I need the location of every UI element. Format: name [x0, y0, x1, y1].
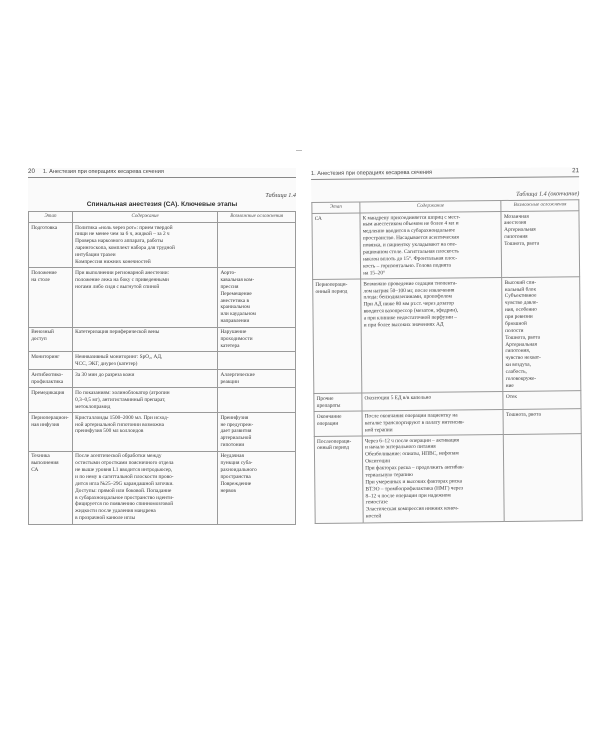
cell-line: После окончания операции пациентку на — [364, 412, 458, 420]
cell-line: брюшной — [505, 320, 527, 327]
cell-line: Тошнота, рвота — [505, 334, 541, 341]
stage-cell — [313, 279, 362, 394]
cell-line: Тошнота, рвота — [504, 240, 540, 248]
cell-line: операции — [316, 420, 339, 427]
cell-line: в прозрачной канюле иглы — [75, 515, 136, 522]
cell-line: Подготовка — [31, 224, 58, 231]
cell-line: преинфузия 500 мл коллоидов — [75, 428, 144, 435]
right-table-body — [312, 211, 582, 523]
table-row — [29, 352, 296, 370]
stage-cell — [29, 370, 73, 388]
cell-line: не выше уровня L1 вводится интродьюсер, — [75, 467, 173, 474]
cell-line: вводится вазопрессор (мезатон, эфедрин), — [363, 307, 459, 315]
cell-line: После асептической обработки между — [75, 453, 162, 460]
content-cell — [360, 212, 502, 280]
cell-line: дает развития — [220, 428, 252, 435]
cell-line: профилактика — [31, 378, 64, 385]
content-cell — [361, 278, 504, 394]
cell-line: при ревизии — [504, 313, 533, 321]
cell-line: При умеренных и высоких факторах риска — [365, 478, 462, 486]
cell-line: прессия — [220, 283, 239, 290]
cell-line: Прочие — [316, 395, 334, 402]
complications-cell — [218, 223, 296, 268]
table-row — [29, 327, 296, 352]
cell-line: полости — [505, 327, 524, 334]
cell-line: Мозаичная — [503, 213, 529, 220]
cell-line: рационном столе. Сагиттальная плоскость — [362, 248, 459, 256]
table-row — [29, 388, 296, 413]
content-cell — [72, 327, 217, 352]
cell-line: При выполнении регионарной анестезии: — [75, 270, 170, 277]
cell-line: не предупреж- — [220, 421, 254, 428]
cell-line: ния, особенно — [504, 306, 537, 314]
table-row — [29, 268, 296, 327]
cell-line: кость – горизонтально. Голова поднята — [363, 262, 451, 270]
cell-line: а при клинике недостаточной перфузии – — [363, 314, 457, 322]
cell-line: пункция суба- — [220, 460, 253, 467]
cell-line: Повреждение — [220, 480, 252, 487]
cell-line: Обезболивание: опиаты, НПВС, нефопам — [365, 450, 459, 458]
content-cell — [72, 223, 217, 268]
cell-line: ной терапии — [364, 426, 393, 433]
table-row — [29, 370, 296, 388]
cell-line: Артериальная — [504, 226, 536, 234]
cell-line: наклон вплоть до 15°. Фронтальная плос- — [363, 255, 458, 263]
header-complications: Возможные осложнения — [501, 199, 579, 211]
cell-line: Эластическая компрессия нижних конеч- — [365, 505, 459, 513]
left-table-body — [29, 223, 296, 525]
cell-line: По показаниям: холиноблокатор (атропин — [75, 389, 170, 396]
content-cell — [72, 413, 217, 452]
cell-line: Перемещение — [220, 290, 252, 297]
cell-line: При АД ниже 80 мм рт.ст. через дозатор — [363, 300, 454, 308]
left-running-head — [28, 168, 296, 178]
cell-line: Послеопераци- — [316, 438, 352, 445]
cell-line: Периоперацион- — [31, 414, 69, 421]
cell-line: головокруже- — [505, 375, 537, 382]
header-stage: Этап — [312, 201, 360, 213]
right-table — [311, 199, 582, 524]
cell-line: и по нему в сагиттальной плоскости прово- — [75, 473, 174, 480]
right-page — [311, 167, 583, 523]
cell-line: Доступы: прямой или боковой. Попадание — [75, 487, 172, 494]
cell-line: онный период — [315, 288, 348, 295]
cell-line: выполнения — [31, 460, 59, 467]
left-table — [28, 211, 296, 525]
cell-line: медленно вводится в субарахноидальное — [362, 227, 456, 235]
cell-line: рахноидального — [220, 467, 257, 474]
cell-line: катетера — [220, 342, 240, 349]
cell-line: доступ — [31, 336, 47, 343]
right-running-head-title: 1. Анестезия при операциях кесарева сечения — [311, 169, 433, 177]
cell-line: Мониторинг — [31, 354, 60, 361]
table-row — [29, 223, 296, 268]
cell-line: Через 6–12 ч после операции – активация — [364, 437, 459, 445]
complications-cell — [218, 327, 296, 352]
stage-cell — [314, 411, 362, 436]
cell-line: дится игла №25–29G карандашной заточки. — [75, 480, 174, 487]
content-cell — [362, 434, 504, 522]
cell-line: проходимости — [220, 336, 253, 343]
content-cell — [362, 410, 504, 436]
cell-line: ностей — [365, 513, 382, 520]
cell-line: Высокий спи- — [504, 279, 537, 286]
left-running-head-title: 1. Анестезия при операциях кесарева сечения — [42, 169, 164, 175]
content-cell — [362, 392, 504, 411]
table-row — [312, 211, 580, 280]
left-page — [28, 168, 296, 525]
cell-line: Преинфузия — [220, 414, 249, 421]
left-table-caption: Таблица 1.4 — [265, 191, 296, 199]
header-stage: Этап — [29, 211, 73, 223]
right-page-number: 21 — [572, 167, 580, 175]
gutter-mark — [296, 150, 302, 151]
cell-line: При факторах риска – продолжить антибак- — [365, 464, 465, 472]
cell-line: плода: бензодиазепинами, пропофолом — [363, 293, 452, 301]
cell-line: Венозный — [31, 329, 54, 336]
cell-line: Катетеризация периферической вены — [75, 329, 160, 336]
cell-line: Аллергические — [220, 371, 255, 378]
content-cell — [72, 451, 217, 524]
stage-cell — [314, 436, 363, 523]
cell-line: и начало энтерального питания — [365, 444, 436, 451]
header-complications: Возможные осложнения — [218, 211, 296, 223]
stage-cell — [312, 213, 361, 280]
complications-cell — [501, 211, 579, 278]
cell-line: К мандрену присоединяется шприц с мест- — [362, 214, 461, 222]
cell-line: на 15–20° — [363, 269, 386, 277]
stage-cell — [314, 393, 362, 411]
cell-line: онный период — [317, 445, 350, 452]
cell-line: Неудачная — [220, 453, 244, 460]
cell-line: на столе — [31, 276, 50, 283]
cell-line: пространства — [220, 473, 251, 480]
content-cell — [72, 370, 217, 388]
cell-line: Отек — [505, 393, 517, 400]
stage-cell — [29, 327, 73, 352]
cell-line: лом натрия 50–100 мг, после извлечения — [363, 287, 455, 294]
cell-line: Нарушение — [220, 329, 247, 336]
table-row — [314, 434, 582, 523]
cell-line: ная инфузия — [31, 421, 60, 428]
cell-line: или каудальном — [220, 311, 256, 318]
stage-cell — [29, 451, 73, 524]
cell-line: реакции — [220, 378, 239, 385]
cell-line: Политика «ноль через рот»: прием твердой — [75, 224, 173, 231]
cell-line: интубации трахеи — [75, 252, 116, 259]
cell-line: препараты — [316, 402, 341, 409]
complications-cell — [218, 352, 296, 370]
cell-line: ние — [505, 382, 514, 389]
complications-cell — [218, 370, 296, 388]
cell-line: анестезия — [504, 220, 527, 227]
cell-line: СА — [31, 467, 39, 474]
cell-line: метоклопрамид — [75, 403, 111, 410]
cell-line: ногами либо сидя с выгнутой спиной — [75, 283, 160, 290]
complications-cell — [218, 268, 296, 327]
table-row — [314, 409, 581, 437]
cell-line: Тошнота, рвота — [506, 411, 541, 418]
complications-cell — [218, 413, 296, 452]
cell-line: гипотонии — [220, 442, 245, 449]
cell-line: Субъективное — [504, 293, 537, 300]
cell-line: 8–12 ч после операции при надежном — [365, 492, 451, 500]
cell-line: Окситоцин — [365, 458, 391, 465]
cell-line: каталке транспортируют в палату интенсив- — [364, 419, 465, 427]
cell-line: Периопераци- — [315, 281, 348, 288]
cell-line: и при более высоких значениях АД — [363, 321, 444, 329]
cell-line: артериальной — [220, 435, 252, 442]
cell-line: в субарахноидальное пространство иденти- — [75, 494, 174, 501]
cell-line: слабость, — [505, 368, 527, 376]
cell-line: Положение — [31, 270, 57, 277]
complications-cell — [218, 388, 296, 413]
left-table-header-row — [29, 211, 296, 223]
cell-line: Проверка наркозного аппарата, работы — [75, 238, 163, 245]
cell-line: Окситоцин 5 ЕД в/в капельно — [364, 394, 432, 402]
header-content: Содержание — [360, 200, 501, 213]
content-cell — [72, 352, 217, 370]
cell-line: направлении — [220, 318, 250, 325]
cell-line: нервов — [220, 487, 236, 494]
cell-line: гипотония — [504, 233, 528, 241]
cell-line: краниальном — [220, 304, 250, 311]
cell-line: Кристаллоиды 1500–2000 мл. При исход- — [75, 414, 169, 421]
cell-line: ларингоскопа, комплект набора для трудной — [75, 245, 175, 252]
table-row — [29, 451, 296, 524]
cell-line: фицируется по появлению спинномозговой — [75, 501, 174, 508]
cell-line: ной артериальной гипотонии возможна — [75, 421, 164, 428]
stage-cell — [29, 352, 73, 370]
cell-line: нальный блок — [504, 286, 537, 293]
cell-line: гемостазе — [365, 499, 388, 506]
left-page-number: 20 — [28, 168, 35, 175]
cell-line: остистыми отростками поясничного отдела — [75, 460, 174, 467]
content-cell — [72, 268, 217, 327]
cell-line: кавальная ком- — [220, 276, 255, 283]
cell-line: положение лежа на боку с приведенными — [75, 276, 169, 283]
cell-line: пищи не менее чем за 6 ч, жидкой – за 2 ч — [75, 231, 170, 238]
cell-line: Возможно проведение седации тиопента- — [363, 280, 458, 288]
cell-line: ЧСС, ЭКГ, диурез (катетер) — [75, 360, 138, 367]
cell-line: Техника — [31, 453, 50, 460]
cell-line: териальную терапию — [365, 471, 413, 479]
cell-line: За 30 мин до разреза кожи — [75, 371, 135, 378]
cell-line: Антибиотико- — [31, 371, 63, 378]
cell-line: повязка, и пациентку укладывают на опе- — [362, 241, 457, 249]
cell-line: Окончание — [316, 413, 342, 420]
table-row — [29, 413, 296, 452]
cell-line: СА — [314, 215, 322, 222]
right-table-caption: Таблица 1.4 (окончание) — [516, 189, 580, 198]
stage-cell — [29, 388, 73, 413]
cell-line: Неинвазивный мониторинг: SpO₂, АД, — [75, 354, 163, 361]
cell-line: чувство давле- — [504, 299, 539, 307]
complications-cell — [504, 434, 583, 521]
cell-line: Артериальная — [505, 341, 537, 348]
stage-cell — [29, 223, 73, 268]
cell-line: гипотония, — [505, 348, 531, 355]
content-cell — [72, 388, 217, 413]
cell-line: пространство. Насадывается асептическая — [362, 234, 459, 242]
cell-line: чувство нехват- — [505, 354, 541, 362]
cell-line: Компрессия нижних конечностей — [75, 258, 151, 265]
cell-line: Аорто- — [220, 270, 236, 277]
cell-line: жидкости после удаления мандрена — [75, 508, 156, 515]
cell-line: 0,3–0,5 мг), антигистаминный препарат, — [75, 396, 166, 403]
cell-line: Премедикация — [31, 389, 65, 396]
cell-line: анестетика в — [220, 297, 249, 304]
complications-cell — [503, 409, 581, 435]
right-running-head — [311, 167, 579, 179]
stage-cell — [29, 268, 73, 327]
complications-cell — [503, 391, 581, 410]
complications-cell — [502, 277, 581, 392]
header-content: Содержание — [72, 211, 217, 223]
table-row — [313, 277, 581, 394]
complications-cell — [218, 451, 296, 524]
stage-cell — [29, 413, 73, 452]
cell-line: ки воздуха, — [505, 361, 532, 369]
cell-line: ВТЭО – тромбопрофилактика (НМГ) через — [365, 485, 463, 493]
cell-line: ным анестетиком объемом не более 4 мл и — [362, 220, 459, 228]
left-table-title: Спинальная анестезия (СА). Ключевые этапы — [86, 200, 238, 208]
